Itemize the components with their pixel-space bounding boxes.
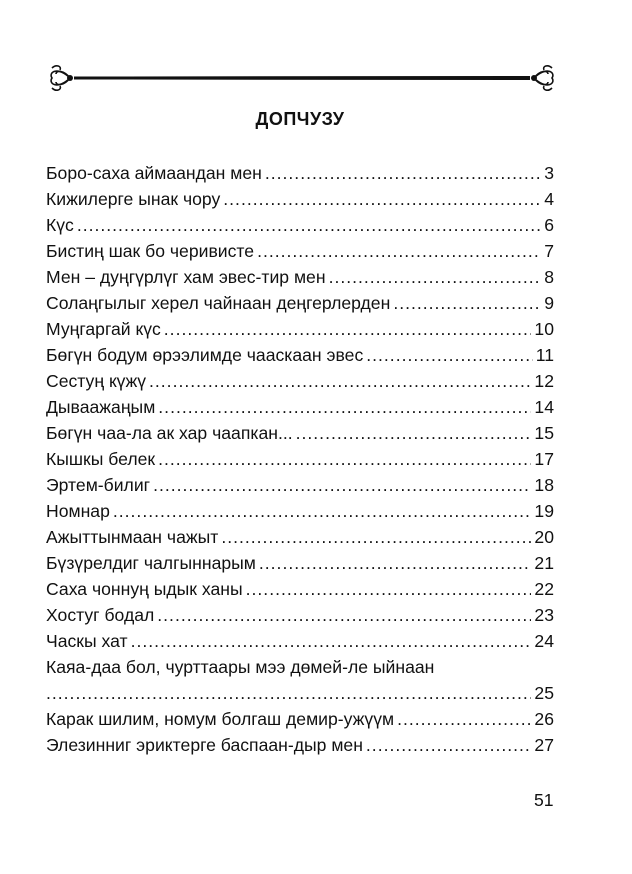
- toc-entry[interactable]: [46, 732, 554, 758]
- entry-title: Карак шилим, номум болгаш демир-ужүүм: [46, 709, 395, 729]
- toc-entry[interactable]: [46, 420, 554, 446]
- entry-title: Солаңгылыг херел чайнаан деңгерлерден: [46, 293, 391, 313]
- dot-leader: [164, 316, 532, 342]
- entry-page: 27: [534, 735, 554, 755]
- toc-entry[interactable]: [46, 706, 554, 732]
- entry-page: 26: [534, 709, 554, 729]
- dot-leader: [158, 446, 531, 472]
- entry-page: 14: [534, 397, 554, 417]
- entry-title: Сестуң күжү: [46, 371, 147, 391]
- entry-page: 21: [534, 553, 554, 573]
- entry-title: Дываажаңым: [46, 397, 156, 417]
- dot-leader: [223, 186, 541, 212]
- entry-title: Кижилерге ынак чору: [46, 189, 221, 209]
- ornamental-divider: [46, 62, 558, 94]
- entry-title: Хостуг бодал: [46, 605, 155, 625]
- dot-leader: [157, 602, 531, 628]
- entry-page: 18: [534, 475, 554, 495]
- entry-page: 17: [534, 449, 554, 469]
- dot-leader: [221, 524, 531, 550]
- toc-entry[interactable]: [46, 316, 554, 342]
- entry-title: Саха чоннуң ыдык ханы: [46, 579, 243, 599]
- entry-page: 24: [534, 631, 554, 651]
- toc-entry[interactable]: [46, 290, 554, 316]
- toc-entry[interactable]: [46, 654, 554, 706]
- table-of-contents: [46, 160, 554, 758]
- toc-entry[interactable]: [46, 576, 554, 602]
- dot-leader: [158, 394, 531, 420]
- entry-title: Номнар: [46, 501, 110, 521]
- entry-page: 15: [534, 423, 554, 443]
- entry-title: Боро-саха аймаандан мен: [46, 163, 262, 183]
- entry-title: Мен – дуңгүрлүг хам эвес-тир мен: [46, 267, 326, 287]
- toc-entry[interactable]: [46, 186, 554, 212]
- entry-title: Бөгүн чаа-ла ак хар чаапкан...: [46, 423, 293, 443]
- toc-entry[interactable]: [46, 550, 554, 576]
- dot-leader: [259, 550, 532, 576]
- toc-entry[interactable]: [46, 524, 554, 550]
- toc-entry[interactable]: [46, 602, 554, 628]
- dot-leader: [131, 628, 532, 654]
- entry-title: Каяа-даа бол, чурттаары мээ дөмей-ле ыйнаан: [46, 657, 435, 677]
- entry-page: 3: [544, 163, 554, 183]
- entry-page: 11: [535, 345, 554, 365]
- entry-title: Элезинниг эриктерге баспаан-дыр мен: [46, 735, 363, 755]
- entry-title: Бөгүн бодум өрээлимде чааскаан эвес: [46, 345, 364, 365]
- entry-title: Муңгаргай күс: [46, 319, 161, 339]
- entry-page: 6: [544, 215, 554, 235]
- toc-entry[interactable]: [46, 342, 554, 368]
- dot-leader: [265, 160, 541, 186]
- entry-page: 7: [544, 241, 554, 261]
- entry-page: 20: [534, 527, 554, 547]
- entry-page: 19: [534, 501, 554, 521]
- entry-page: 25: [534, 683, 554, 703]
- dot-leader: [366, 732, 532, 758]
- dot-leader: [366, 342, 532, 368]
- entry-page: 9: [544, 293, 554, 313]
- toc-entry[interactable]: [46, 264, 554, 290]
- dot-leader: [296, 420, 532, 446]
- page-number: 51: [534, 790, 554, 810]
- entry-page: 8: [544, 267, 554, 287]
- toc-entry[interactable]: [46, 446, 554, 472]
- dot-leader: [153, 472, 531, 498]
- entry-title: Кышкы белек: [46, 449, 156, 469]
- entry-title: Часкы хат: [46, 631, 128, 651]
- dot-leader: [46, 680, 531, 706]
- entry-title: Эртем-билиг: [46, 475, 151, 495]
- dot-leader: [77, 212, 541, 238]
- entry-page: 12: [534, 371, 554, 391]
- toc-entry[interactable]: [46, 238, 554, 264]
- toc-entry[interactable]: [46, 212, 554, 238]
- dot-leader: [149, 368, 531, 394]
- entry-title: Бистиң шак бо черивисте: [46, 241, 255, 261]
- toc-entry[interactable]: [46, 160, 554, 186]
- entry-title: Күс: [46, 215, 74, 235]
- dot-leader: [246, 576, 532, 602]
- toc-entry[interactable]: [46, 394, 554, 420]
- entry-page: 4: [544, 189, 554, 209]
- entry-title: Бүзүрелдиг чалгыннарым: [46, 553, 256, 573]
- dot-leader: [113, 498, 532, 524]
- dot-leader: [393, 290, 541, 316]
- toc-heading: ДОПЧУЗУ: [255, 109, 345, 129]
- entry-page: 22: [534, 579, 554, 599]
- toc-entry[interactable]: [46, 368, 554, 394]
- dot-leader: [329, 264, 542, 290]
- dot-leader: [397, 706, 531, 732]
- toc-entry[interactable]: [46, 472, 554, 498]
- entry-title: Ажыттынмаан чажыт: [46, 527, 219, 547]
- toc-entry[interactable]: [46, 498, 554, 524]
- dot-leader: [257, 238, 541, 264]
- entry-page: 23: [534, 605, 554, 625]
- entry-page: 10: [534, 319, 554, 339]
- toc-entry[interactable]: [46, 628, 554, 654]
